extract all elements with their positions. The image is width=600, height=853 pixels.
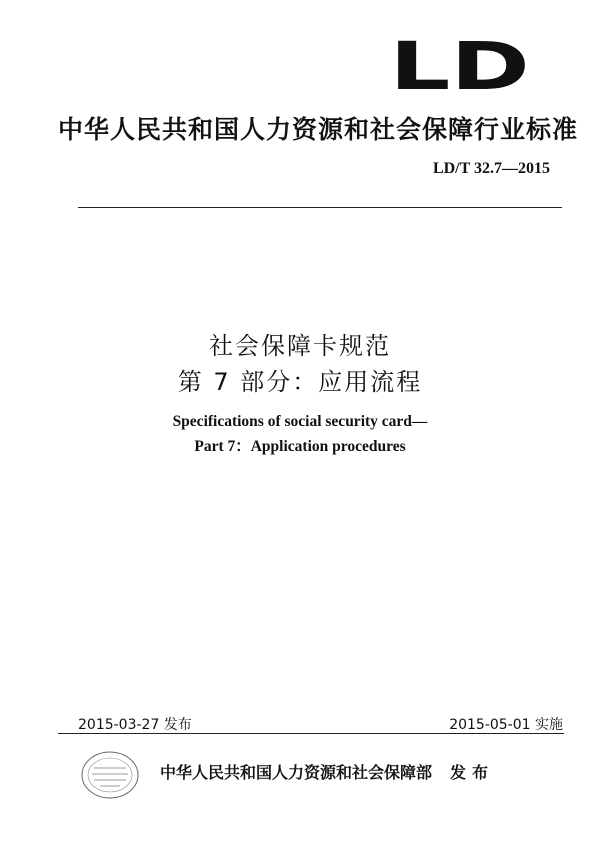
standard-number: LD/T 32.7—2015: [432, 160, 550, 177]
ld-logo: LD: [389, 28, 530, 105]
document-title-zh-line2: 第 7 部分：应用流程: [177, 368, 423, 396]
footer-divider: [58, 733, 564, 734]
publish-date: 2015-03-27 发布: [78, 717, 192, 733]
header-divider: [78, 207, 562, 208]
document-title-zh-line1: 社会保障卡规范: [209, 332, 391, 360]
issuer-name: 中华人民共和国人力资源和社会保障部: [160, 763, 433, 782]
stamp-icon: [80, 750, 140, 800]
document-title-en-line2: Part 7：Application procedures: [194, 438, 406, 455]
document-title-en-line1: Specifications of social security card—: [172, 413, 428, 430]
effective-date: 2015-05-01 实施: [449, 717, 563, 733]
issue-label: 发布: [450, 763, 495, 782]
org-title: 中华人民共和国人力资源和社会保障行业标准: [58, 115, 579, 144]
